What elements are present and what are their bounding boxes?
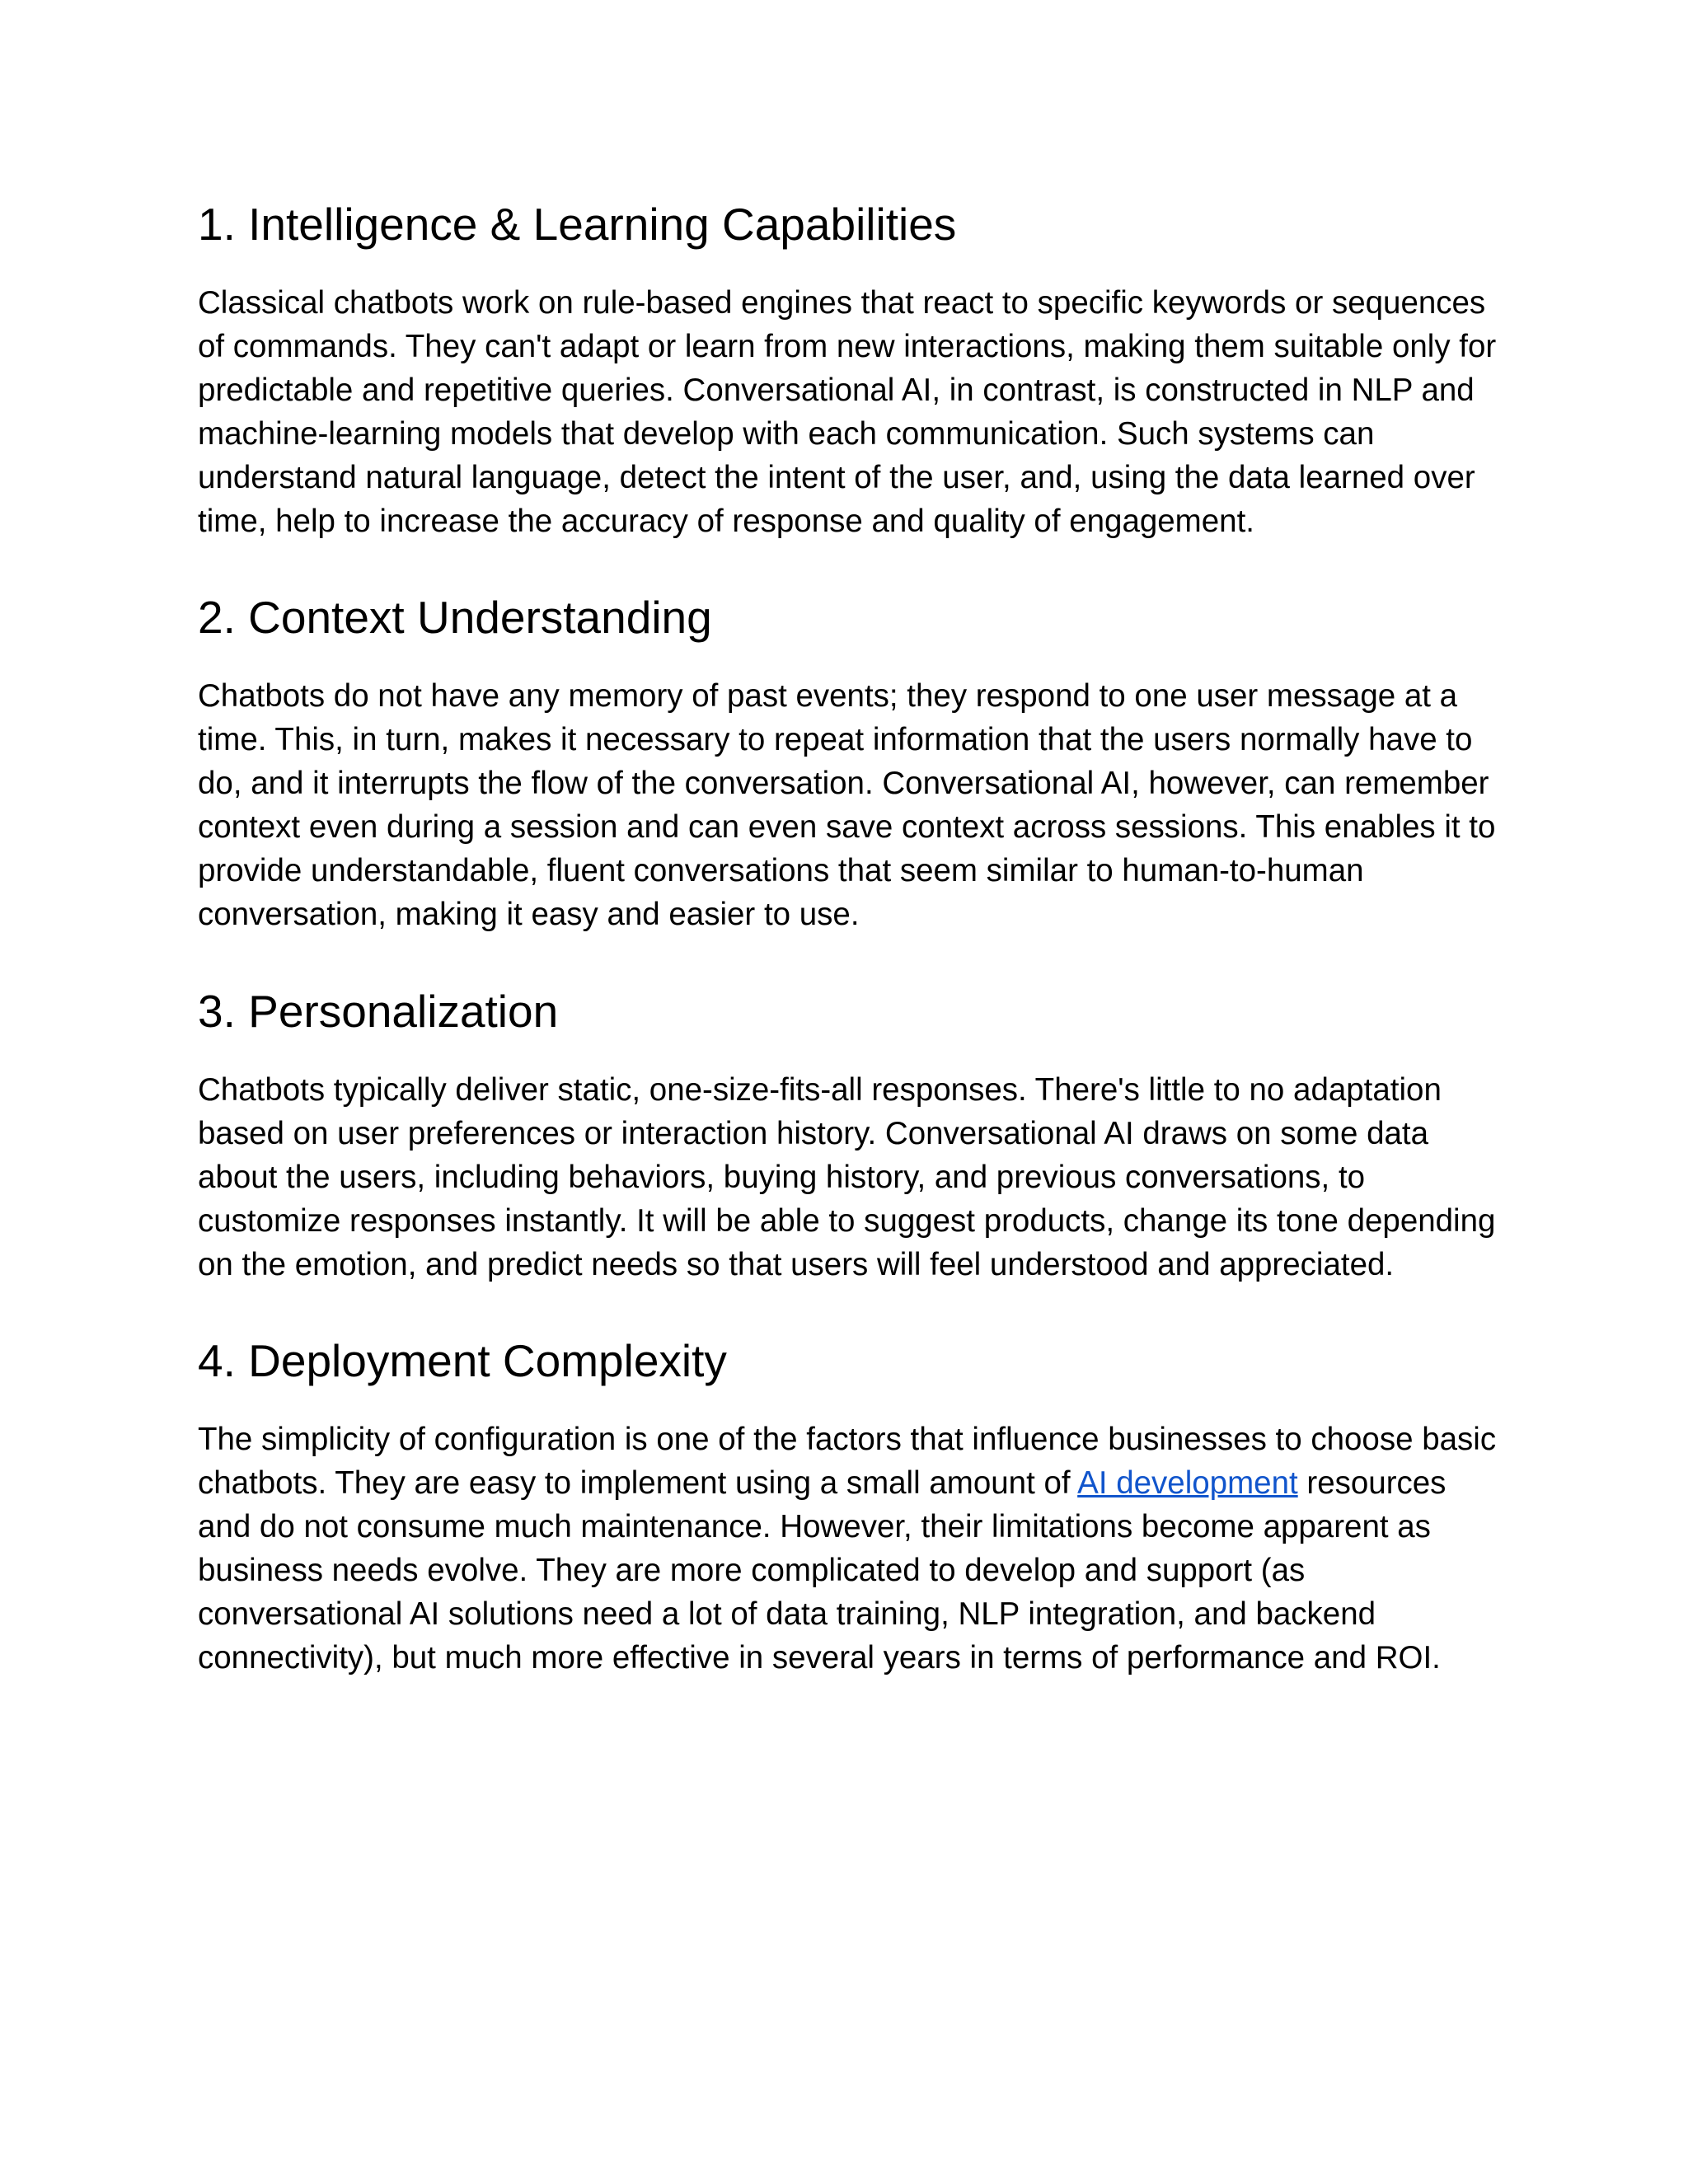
section-body-deployment-text-before-link: The simplicity of configuration is one of the factors that influence businesses to choose basic chatbots. They are easy to implement using a small amount of xyxy=(198,1422,1497,1502)
section-heading-intelligence: 1. Intelligence & Learning Capabilities xyxy=(198,199,957,250)
section-heading-personalization: 3. Personalization xyxy=(198,985,559,1037)
section-body-deployment xyxy=(198,1418,1500,1680)
section-body-context: Chatbots do not have any memory of past events; they respond to one user message at a time. This, in turn, makes it necessary to repeat information that the users normally have to do, and it interrupts the flow of the conversation. Conversational AI, however, can remember context even during a session and can even save context across sessions. This enables it to provide understandable, fluent conversations that seem similar to human-to-human conversation, making it easy and easier to use. xyxy=(198,678,1496,932)
ai-development-link[interactable]: AI development xyxy=(1077,1465,1298,1502)
document-content xyxy=(198,188,1500,1718)
section-body-personalization: Chatbots typically deliver static, one-size-fits-all responses. There's little to no adaptation based on user preferences or interaction history. Conversational AI draws on some data about the users, including behaviors, buying history, and previous conversations, to customize responses instantly. It will be able to suggest products, change its tone depending on the emotion, and predict needs so that users will feel understood and appreciated. xyxy=(198,1071,1496,1282)
section-heading-deployment: 4. Deployment Complexity xyxy=(198,1335,727,1387)
section-body-intelligence: Classical chatbots work on rule-based engines that react to specific keywords or sequences of commands. They can't adapt or learn from new interactions, making them suitable only for predictable and repetitive queries. Conversational AI, in contrast, is constructed in NLP and machine-learning models that develop with each communication. Such systems can understand natural language, detect the intent of the user, and, using the data learned over time, help to increase the accuracy of response and quality of engagement. xyxy=(198,285,1497,539)
section-heading-context: 2. Context Understanding xyxy=(198,592,712,644)
section-body-deployment-text-after-link: resources and do not consume much maintenance. However, their limitations become apparent as business needs evolve. They are more complicated to develop and support (as conversational AI solutions need a lot of data training, NLP integration, and backend connectivity), but much more effective in several years in terms of performance and ROI. xyxy=(198,1465,1447,1675)
